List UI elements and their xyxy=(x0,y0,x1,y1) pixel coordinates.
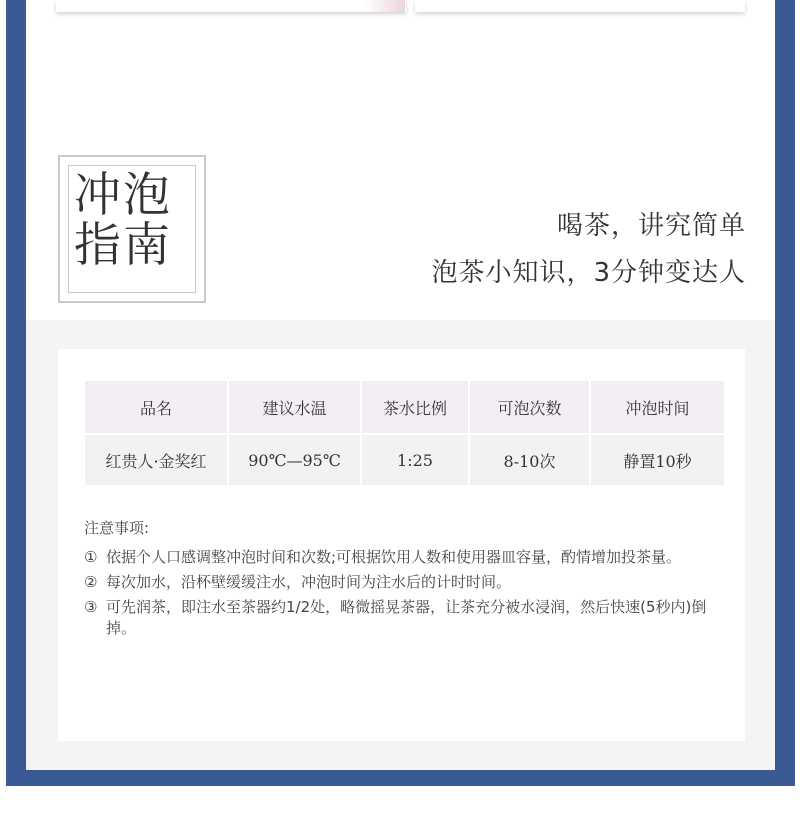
section-title-line2: 指南 xyxy=(74,218,172,273)
column-header-steep-time: 冲泡时间 xyxy=(591,381,724,433)
table-row xyxy=(85,435,724,485)
note-item xyxy=(84,572,714,593)
column-header-name: 品名 xyxy=(85,381,227,433)
note-text: 可先润茶，即注水至茶器约1/2处，略微摇晃茶器，让茶充分被水浸润，然后快速(5秒内)倒掉。 xyxy=(106,598,707,637)
note-item xyxy=(84,547,714,568)
slogan-line1: 喝茶，讲究简单 xyxy=(556,211,746,241)
table-header-row xyxy=(85,381,724,433)
product-card-left[interactable] xyxy=(56,0,406,12)
cell-ratio: 1:25 xyxy=(362,435,468,485)
column-header-temperature: 建议水温 xyxy=(229,381,360,433)
flower-decoration xyxy=(365,0,405,12)
cell-temperature: 90℃—95℃ xyxy=(229,435,360,485)
note-item xyxy=(84,597,714,639)
note-text: 依据个人口感调整冲泡时间和次数;可根据饮用人数和使用器皿容量，酌情增加投茶量。 xyxy=(106,548,682,566)
section-title-box xyxy=(58,155,206,303)
column-header-infusions: 可泡次数 xyxy=(470,381,589,433)
notes-section xyxy=(84,518,714,643)
note-number: ③ xyxy=(84,598,98,616)
cell-name: 红贵人·金奖红 xyxy=(85,435,227,485)
note-number: ② xyxy=(84,573,98,591)
note-text: 每次加水，沿杯壁缓缓注水，冲泡时间为注水后的计时时间。 xyxy=(106,573,512,591)
note-number: ① xyxy=(84,548,98,566)
product-card-right[interactable] xyxy=(415,0,745,12)
section-title-line1: 冲泡 xyxy=(74,168,172,223)
cell-steep-time: 静置10秒 xyxy=(591,435,724,485)
column-header-ratio: 茶水比例 xyxy=(362,381,468,433)
notes-title: 注意事项: xyxy=(84,519,150,537)
cell-infusions: 8-10次 xyxy=(470,435,589,485)
brewing-table xyxy=(83,379,726,487)
slogan-line2: 泡茶小知识，3分钟变达人 xyxy=(431,258,746,288)
